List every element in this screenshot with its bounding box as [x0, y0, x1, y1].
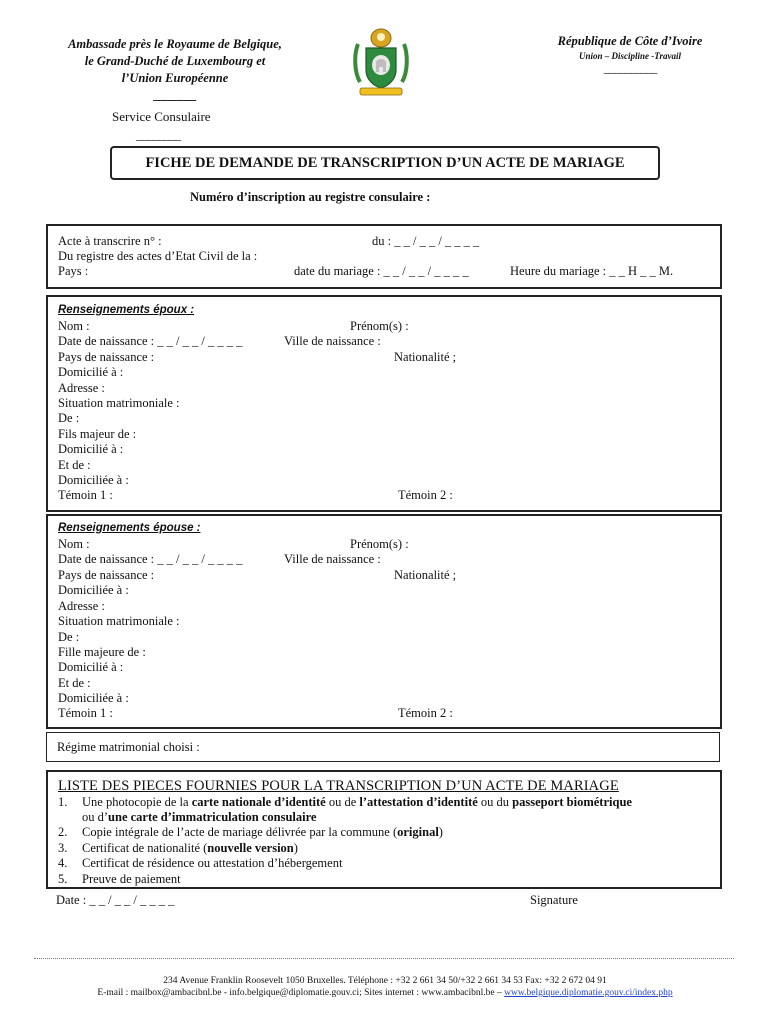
epoux-dob-field[interactable]: Date de naissance : _ _ / _ _ / _ _ _ _ [58, 334, 243, 348]
list-item [58, 841, 298, 856]
epoux-adresse-field[interactable]: Adresse : [58, 381, 105, 395]
footer-contact [0, 988, 770, 998]
service-consulaire [112, 109, 211, 143]
epoux-temoin1-field[interactable]: Témoin 1 : [58, 488, 113, 502]
date-field[interactable]: Date : _ _ / _ _ / _ _ _ _ [56, 893, 175, 907]
republic-title: République de Côte d’Ivoire [557, 34, 703, 48]
heure-mariage-field[interactable]: Heure du mariage : _ _ H _ _ M. [510, 264, 674, 278]
epouse-nationalite-field[interactable]: Nationalité ; [394, 568, 457, 582]
acte-section [46, 224, 722, 289]
list-text: Certificat de nationalité ( [82, 841, 208, 855]
republic-motto: Union – Discipline -Travail [579, 51, 681, 61]
epoux-temoin2-field[interactable]: Témoin 2 : [398, 488, 453, 502]
list-item [58, 825, 443, 840]
list-bold-text: original [397, 825, 439, 839]
epoux-de-field[interactable]: De : [58, 411, 80, 425]
list-text: Une photocopie de la [82, 795, 192, 809]
list-number: 4. [58, 856, 68, 870]
epouse-etde-field[interactable]: Et de : [58, 676, 91, 690]
list-text: ou d’ [82, 810, 109, 824]
header-divider: ________ [154, 88, 196, 102]
list-number: 5. [58, 872, 68, 886]
epoux-nationalite-field[interactable]: Nationalité ; [394, 350, 457, 364]
embassy-line-1: Ambassade près le Royaume de Belgique, [68, 37, 282, 51]
list-bold-text: nouvelle version [207, 841, 294, 855]
pays-field[interactable]: Pays : [58, 264, 89, 278]
epouse-domiciliee2-field[interactable]: Domiciliée à : [58, 691, 129, 705]
pieces-title: LISTE DES PIECES FOURNIES POUR LA TRANSCRIPTION D’UN ACTE DE MARIAGE [58, 778, 619, 794]
epoux-domicilie2-field[interactable]: Domicilié à : [58, 442, 124, 456]
list-text: Preuve de paiement [82, 872, 181, 886]
epoux-domicilie-field[interactable]: Domicilié à : [58, 365, 124, 379]
registre-field[interactable]: Du registre des actes d’Etat Civil de la : [58, 249, 258, 263]
list-text: ou du [477, 795, 513, 809]
form-title: FICHE DE DEMANDE DE TRANSCRIPTION D’UN ACTE DE MARIAGE [110, 146, 660, 180]
date-mariage-field[interactable]: date du mariage : _ _ / _ _ / _ _ _ _ [294, 264, 469, 278]
epouse-situation-field[interactable]: Situation matrimoniale : [58, 614, 180, 628]
epoux-section [46, 295, 722, 512]
list-item [58, 795, 632, 810]
signature-field[interactable]: Signature [530, 893, 578, 907]
list-number: 1. [58, 795, 68, 809]
epouse-fille-field[interactable]: Fille majeure de : [58, 645, 146, 659]
epouse-nom-field[interactable]: Nom : [58, 537, 90, 551]
list-item [58, 872, 181, 887]
epouse-prenom-field[interactable]: Prénom(s) : [350, 537, 409, 551]
epouse-domiciliee-field[interactable]: Domiciliée à : [58, 583, 129, 597]
list-number: 3. [58, 841, 68, 855]
epouse-temoin1-field[interactable]: Témoin 1 : [58, 706, 113, 720]
epoux-heading: Renseignements époux : [58, 304, 195, 316]
service-divider: ________ [136, 127, 180, 142]
list-bold-text: carte nationale d’identité [191, 795, 326, 809]
list-text: Copie intégrale de l’acte de mariage délivrée par la commune ( [82, 825, 398, 839]
footer-divider [34, 958, 734, 959]
footer-address: 234 Avenue Franklin Roosevelt 1050 Bruxelles. Téléphone : +32 2 661 34 50/+32 2 661 34 53 Fax: +32 2 672 04 91 [163, 976, 607, 986]
regime-section [46, 732, 720, 762]
list-item [58, 856, 342, 871]
list-bold-text: une carte d’immatriculation consulaire [108, 810, 317, 824]
epouse-adresse-field[interactable]: Adresse : [58, 599, 105, 613]
epouse-ville-field[interactable]: Ville de naissance : [284, 552, 381, 566]
epoux-nom-field[interactable]: Nom : [58, 319, 90, 333]
list-item-continued [82, 810, 316, 825]
epoux-fils-field[interactable]: Fils majeur de : [58, 427, 137, 441]
list-number: 2. [58, 825, 68, 839]
embassy-line-3: l’Union Européenne [121, 71, 229, 85]
epouse-de-field[interactable]: De : [58, 630, 80, 644]
pieces-section [46, 770, 722, 889]
epoux-domiciliee-field[interactable]: Domiciliée à : [58, 473, 129, 487]
epoux-prenom-field[interactable]: Prénom(s) : [350, 319, 409, 333]
list-bold-text: l’attestation d’identité [359, 795, 478, 809]
footer-contact-text: E-mail : mailbox@ambacibnl.be - info.belgique@diplomatie.gouv.ci; Sites internet : www.ambacibnl.be – [97, 988, 505, 998]
service-label: Service Consulaire [112, 109, 211, 124]
republic-header [510, 34, 750, 76]
epouse-temoin2-field[interactable]: Témoin 2 : [398, 706, 453, 720]
coat-of-arms-logo [352, 24, 410, 98]
epouse-heading: Renseignements épouse : [58, 522, 201, 534]
footer-website-link[interactable]: www.belgique.diplomatie.gouv.ci/index.php [504, 988, 673, 998]
epoux-pays-field[interactable]: Pays de naissance : [58, 350, 155, 364]
regime-field[interactable]: Régime matrimonial choisi : [57, 740, 200, 754]
epouse-dob-field[interactable]: Date de naissance : _ _ / _ _ / _ _ _ _ [58, 552, 243, 566]
acte-date-field[interactable]: du : _ _ / _ _ / _ _ _ _ [372, 234, 480, 248]
list-text: ) [438, 825, 443, 839]
epouse-pays-field[interactable]: Pays de naissance : [58, 568, 155, 582]
list-text: ) [293, 841, 298, 855]
embassy-line-2: le Grand-Duché de Luxembourg et [84, 54, 266, 68]
epouse-section [46, 514, 722, 729]
epoux-situation-field[interactable]: Situation matrimoniale : [58, 396, 180, 410]
list-text: ou de [325, 795, 360, 809]
acte-number-field[interactable]: Acte à transcrire n° : [58, 234, 162, 248]
list-bold-text: passeport biométrique [512, 795, 632, 809]
registry-number-label: Numéro d’inscription au registre consulaire : [190, 190, 431, 204]
epoux-etde-field[interactable]: Et de : [58, 458, 91, 472]
epouse-domicilie-field[interactable]: Domicilié à : [58, 660, 124, 674]
embassy-header [40, 36, 310, 104]
list-text: Certificat de résidence ou attestation d’hébergement [82, 856, 343, 870]
republic-divider: __________ [603, 61, 657, 75]
epoux-ville-field[interactable]: Ville de naissance : [284, 334, 381, 348]
